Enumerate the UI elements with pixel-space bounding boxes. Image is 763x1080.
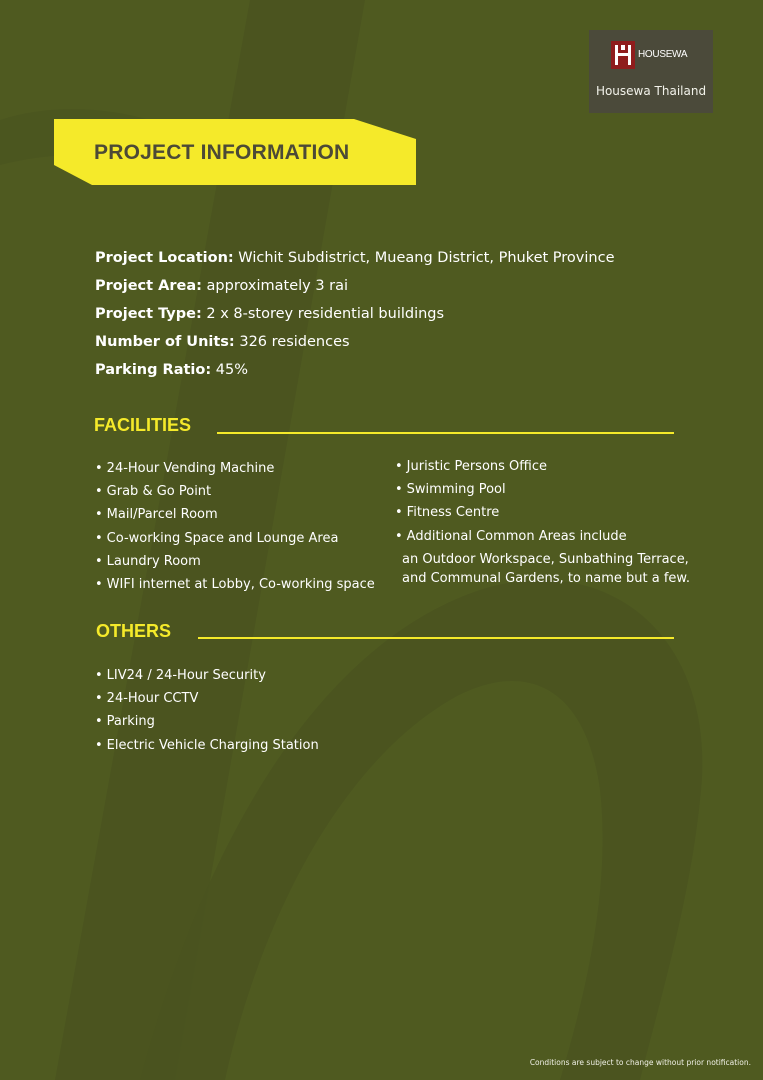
facilities-divider — [217, 432, 674, 434]
list-item: • 24-Hour CCTV — [95, 691, 199, 707]
list-item: • Mail/Parcel Room — [95, 507, 218, 523]
list-item: • Laundry Room — [95, 553, 201, 569]
list-item: • LIV24 / 24-Hour Security — [95, 668, 266, 683]
list-item-continuation: an Outdoor Workspace, Sunbathing Terrace, — [402, 551, 689, 567]
project-info — [95, 244, 615, 384]
list-item: • Additional Common Areas include — [395, 528, 627, 544]
info-key: Parking Ratio: — [95, 362, 212, 378]
list-item: • Co-working Space and Lounge Area — [95, 530, 339, 546]
housewa-logo-icon — [611, 41, 635, 69]
list-item: • Grab & Go Point — [95, 484, 212, 500]
info-value: 45% — [211, 362, 248, 378]
logo-caption: Housewa Thailand — [595, 84, 707, 98]
info-key: Project Area: — [95, 278, 202, 294]
list-item: • Swimming Pool — [395, 482, 506, 498]
info-value: approximately 3 rai — [201, 278, 349, 294]
info-value: Wichit Subdistrict, Mueang District, Phuket Province — [233, 250, 615, 266]
info-row-area — [95, 272, 615, 300]
others-divider — [198, 637, 674, 639]
info-key: Project Location: — [95, 250, 234, 266]
info-value: 326 residences — [234, 334, 350, 350]
list-item: • Fitness Centre — [395, 505, 500, 521]
list-item: • Electric Vehicle Charging Station — [95, 737, 319, 753]
facilities-list-left — [95, 457, 375, 596]
others-list — [95, 664, 319, 757]
page-title: PROJECT INFORMATION — [94, 141, 350, 164]
info-key: Number of Units: — [95, 334, 235, 350]
facilities-list-right — [395, 455, 690, 588]
list-item: • 24-Hour Vending Machine — [95, 461, 275, 476]
info-row-type — [95, 300, 615, 328]
info-value: 2 x 8-storey residential buildings — [201, 306, 445, 322]
list-item: • Parking — [95, 714, 155, 730]
brand-logo — [589, 30, 713, 113]
list-item: • WIFI internet at Lobby, Co-working space — [95, 577, 375, 593]
info-key: Project Type: — [95, 306, 202, 322]
section-banner — [54, 119, 416, 185]
info-row-parking — [95, 356, 615, 384]
footnote-disclaimer: Conditions are subject to change without prior notification. — [529, 1058, 751, 1067]
info-row-location — [95, 244, 615, 272]
facilities-heading: FACILITIES — [94, 415, 192, 435]
logo-wordmark: HOUSEWA — [638, 49, 688, 60]
info-row-units — [95, 328, 615, 356]
others-heading: OTHERS — [96, 621, 172, 641]
list-item-continuation: and Communal Gardens, to name but a few. — [402, 570, 690, 586]
list-item: • Juristic Persons Office — [395, 459, 547, 474]
